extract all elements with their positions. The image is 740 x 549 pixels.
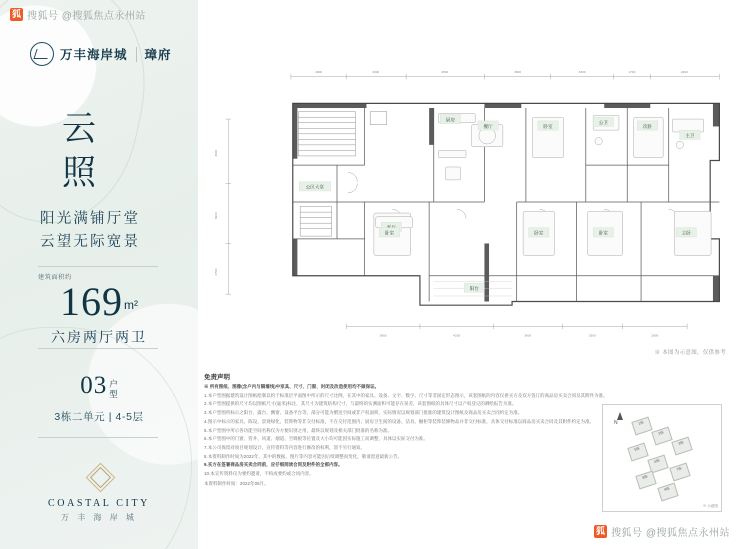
divider-middle: [38, 348, 158, 349]
svg-text:公区大堂: 公区大堂: [305, 184, 325, 190]
right-content-area: [198, 0, 740, 549]
svg-text:主卧: 主卧: [681, 230, 691, 236]
svg-text:3300: 3300: [588, 333, 596, 338]
page-title-line2: 照: [62, 155, 102, 192]
watermark-bottom-text: 搜狐号 @搜狐焦点永州站: [611, 528, 730, 539]
unit-block: [36, 372, 162, 424]
disclaimer-line-9: 9.买方在签署商品房买卖合同前，应仔细阅读合同及附件的全部内容。: [204, 462, 343, 468]
site-block: 2栋: [651, 427, 672, 446]
svg-text:次卧: 次卧: [642, 123, 653, 129]
disclaimer-line-4: 4.图示中标示的家具、陈设、景观绿化、装饰物等非交付标准，不在交付范围内；厨房卫生间的设备、洁具、橱柜等装饰装修物品并非交付标准，具体交付标准以商品房买卖合同及其附件约定为准。: [204, 418, 595, 424]
svg-text:卧室: 卧室: [534, 230, 544, 236]
svg-text:3900: 3900: [214, 212, 219, 220]
unit-location: 3栋二单元 | 4-5层: [54, 411, 144, 423]
unit-number: 03: [80, 372, 108, 399]
site-block: 5栋: [627, 443, 648, 462]
page-title-line1: 云: [62, 111, 102, 148]
disclaimer-line-0: ※ 所有图纸、图像(含户内与隔墙线)中家具、尺寸、门窗、封闭及改造使用均不做保证。: [204, 384, 380, 389]
svg-text:主卫: 主卫: [685, 133, 695, 139]
disclaimer-line-3: 3.本户型图所标示之阳台、露台、飘窗、设备平台等，部分可能为赠送空间或非产权面积，实际情况以规划部门批准的建筑设计图纸及商品房买卖合同约定为准。: [204, 410, 523, 416]
site-map-blocks: [603, 405, 721, 511]
area-label: 建筑面积约: [38, 274, 72, 281]
svg-text:3600: 3600: [514, 70, 522, 74]
site-map: [602, 404, 722, 512]
disclaimer-line-2: 2.本户型图提供的尺寸均以图纸尺寸(毫米)标注，其尺寸为建筑结构尺寸，与最终的实测面积可能存在误差，该套图纸的具体尺寸以产权登记的测绘报告为准。: [204, 401, 517, 407]
site-block: 7栋: [669, 463, 690, 482]
footer-brand-cn: 万 丰 海 岸 城: [61, 513, 137, 522]
svg-text:卧室: 卧室: [384, 230, 395, 236]
slogan: [40, 208, 140, 254]
plan-caption: ※ 本图为示意图，仅供参考: [654, 350, 726, 356]
svg-text:卧室: 卧室: [543, 123, 553, 129]
watermark-top-text: 搜狐号 @搜狐焦点永州站: [27, 11, 146, 22]
ornament-icon: [84, 461, 114, 491]
svg-text:餐厅: 餐厅: [483, 123, 493, 129]
footer-brand-en: COASTAL CITY: [48, 498, 150, 509]
area-description: 六房两厅两卫: [51, 331, 147, 346]
floor-plan-drawing: [208, 52, 724, 352]
page-title: [62, 108, 102, 196]
slogan-line1: 阳光满铺厅堂: [40, 211, 141, 227]
svg-text:1700: 1700: [628, 70, 636, 74]
area-block: [36, 272, 162, 347]
sohu-badge-icon: 狐: [596, 526, 606, 536]
watermark-bottom: [594, 524, 730, 539]
divider-top: [38, 266, 158, 267]
disclaimer-heading: 免责声明: [204, 374, 230, 381]
svg-text:2400: 2400: [680, 70, 688, 74]
area-unit: m²: [124, 297, 138, 312]
disclaimer-line-8: 8.本资料制作时间为2022年，其中的数据、图片等内容可能因后续调整而变化，敬请留意最新公告。: [204, 453, 403, 459]
svg-text:2700: 2700: [214, 268, 219, 276]
left-info-panel: [0, 0, 199, 549]
svg-text:4500: 4500: [441, 70, 449, 74]
floor-plan: [208, 52, 724, 352]
svg-text:3600: 3600: [214, 149, 219, 157]
svg-text:3300: 3300: [578, 70, 586, 74]
sohu-badge-icon: 狐: [11, 9, 21, 19]
site-map-legend: ※ 示意图: [702, 504, 718, 508]
disclaimer-line-7: 7.本公司保留对项目规划设计、宣传资料等内容进行修改的权利，恕不另行通知。: [204, 444, 366, 450]
divider-bottom: [38, 437, 158, 438]
svg-text:公卫: 公卫: [598, 120, 608, 126]
brand-divider: [136, 47, 137, 62]
site-block: 8栋: [635, 471, 656, 490]
svg-text:3300: 3300: [372, 70, 380, 74]
svg-text:2800: 2800: [651, 333, 659, 338]
brand-lockup: [30, 42, 172, 66]
area-value: 169: [60, 279, 123, 324]
brand-logo-icon: [30, 42, 54, 66]
site-block: 3栋: [671, 437, 692, 456]
svg-text:厨房: 厨房: [445, 117, 455, 123]
disclaimer-line-6: 6.本户型图中的门窗、管井、风道、烟道、空调板等位置及大小均可能因实际施工而调整，具体以实际交付为准。: [204, 436, 428, 442]
footer-brand: [0, 498, 198, 523]
svg-text:阳台: 阳台: [469, 285, 479, 291]
svg-text:3900: 3900: [379, 333, 387, 338]
site-block: 6栋: [647, 455, 668, 474]
slogan-line2: 云望无际宽景: [40, 234, 141, 250]
disclaimer-line-5: 5.本户型图中所示各功能空间名称仅为方便识别之用，最终以规划及相关部门批准的名称为准。: [204, 427, 392, 433]
disclaimer-tail: 本资料制作时间：2022年05月。: [204, 481, 269, 487]
svg-text:3600: 3600: [524, 333, 532, 338]
watermark-top: [10, 7, 146, 22]
svg-text:卧室: 卧室: [598, 230, 608, 236]
svg-text:4200: 4200: [453, 333, 461, 338]
svg-text:1800: 1800: [315, 70, 323, 74]
disclaimer-block: [204, 372, 634, 490]
unit-tag: 户 型: [109, 378, 118, 399]
site-block: 1栋: [631, 417, 652, 436]
brand-name: 万丰海岸城: [60, 48, 128, 62]
brand-sub-name: 璋府: [144, 48, 172, 62]
disclaimer-line-10: 10.本宣传资料仅为要约邀请，不构成要约或合同内容。: [204, 471, 314, 477]
disclaimer-line-1: 1.本户型图据建筑设计图纸绘制以约于标准层平面图中所示的尺寸比例，在其中的家具、设备、文字、数字、尺寸等非固定形态图示，该套图纸的内容仅供买方及双方签订的商品房买卖合同及其附件为准。: [204, 392, 608, 398]
site-block: 9栋: [657, 483, 678, 502]
